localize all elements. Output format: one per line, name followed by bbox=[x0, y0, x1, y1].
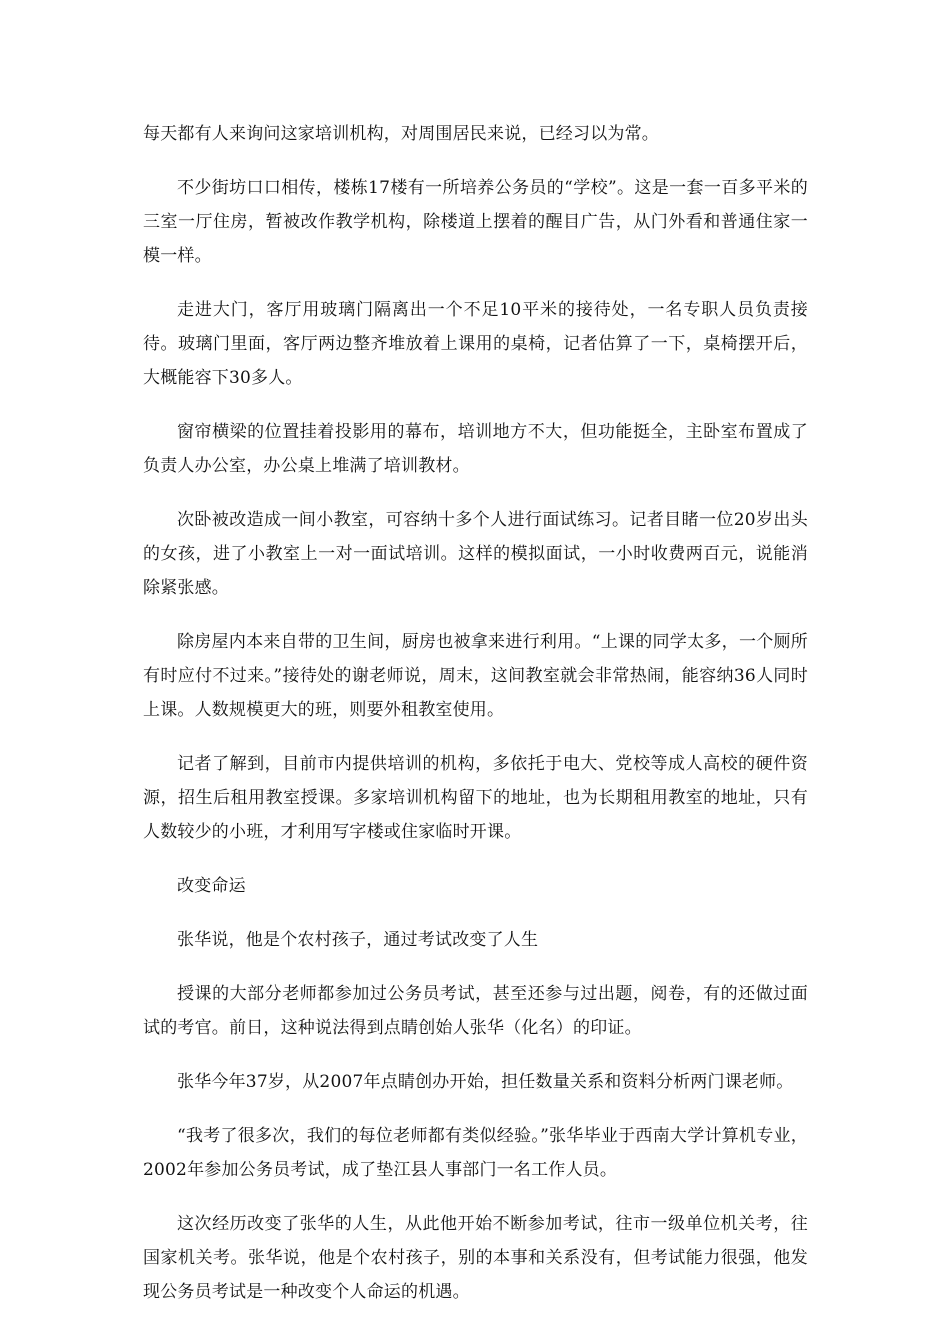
paragraph: 授课的大部分老师都参加过公务员考试，甚至还参与过出题，阅卷，有的还做过面试的考官。前日，这种说法得到点睛创始人张华（化名）的印证。 bbox=[143, 984, 808, 1038]
article-body bbox=[143, 117, 808, 1329]
paragraph: 除房屋内本来自带的卫生间，厨房也被拿来进行利用。“上课的同学太多，一个厕所有时应付不过来。”接待处的谢老师说，周末，这间教室就会非常热闹，能容纳36人同时上课。人数规模更大的班，则要外租教室使用。 bbox=[143, 632, 808, 720]
paragraph: 窗帘横梁的位置挂着投影用的幕布，培训地方不大，但功能挺全，主卧室布置成了负责人办公室，办公桌上堆满了培训教材。 bbox=[143, 422, 808, 476]
subheading: 张华说，他是个农村孩子，通过考试改变了人生 bbox=[177, 930, 539, 950]
paragraph: 张华今年37岁，从2007年点睛创办开始，担任数量关系和资料分析两门课老师。 bbox=[177, 1072, 794, 1092]
section-heading: 改变命运 bbox=[177, 876, 246, 896]
paragraph: “我考了很多次，我们的每位老师都有类似经验。”张华毕业于西南大学计算机专业，2002年参加公务员考试，成了垫江县人事部门一名工作人员。 bbox=[143, 1126, 808, 1180]
paragraph: 记者了解到，目前市内提供培训的机构，多依托于电大、党校等成人高校的硬件资源，招生后租用教室授课。多家培训机构留下的地址，也为长期租用教室的地址，只有人数较少的小班，才利用写字楼或住家临时开课。 bbox=[143, 754, 808, 842]
paragraph: 不少街坊口口相传，楼栋17楼有一所培养公务员的“学校”。这是一套一百多平米的三室一厅住房，暂被改作教学机构，除楼道上摆着的醒目广告，从门外看和普通住家一模一样。 bbox=[143, 178, 808, 266]
paragraph: 次卧被改造成一间小教室，可容纳十多个人进行面试练习。记者目睹一位20岁出头的女孩，进了小教室上一对一面试培训。这样的模拟面试，一小时收费两百元，说能消除紧张感。 bbox=[143, 510, 808, 598]
paragraph: 走进大门，客厅用玻璃门隔离出一个不足10平米的接待处，一名专职人员负责接待。玻璃门里面，客厅两边整齐堆放着上课用的桌椅，记者估算了一下，桌椅摆开后，大概能容下30多人。 bbox=[143, 300, 808, 388]
paragraph: 每天都有人来询问这家培训机构，对周围居民来说，已经习以为常。 bbox=[143, 124, 659, 144]
paragraph: 这次经历改变了张华的人生，从此他开始不断参加考试，往市一级单位机关考，往国家机关考。张华说，他是个农村孩子，别的本事和关系没有，但考试能力很强，他发现公务员考试是一种改变个人命运的机遇。 bbox=[143, 1214, 808, 1302]
